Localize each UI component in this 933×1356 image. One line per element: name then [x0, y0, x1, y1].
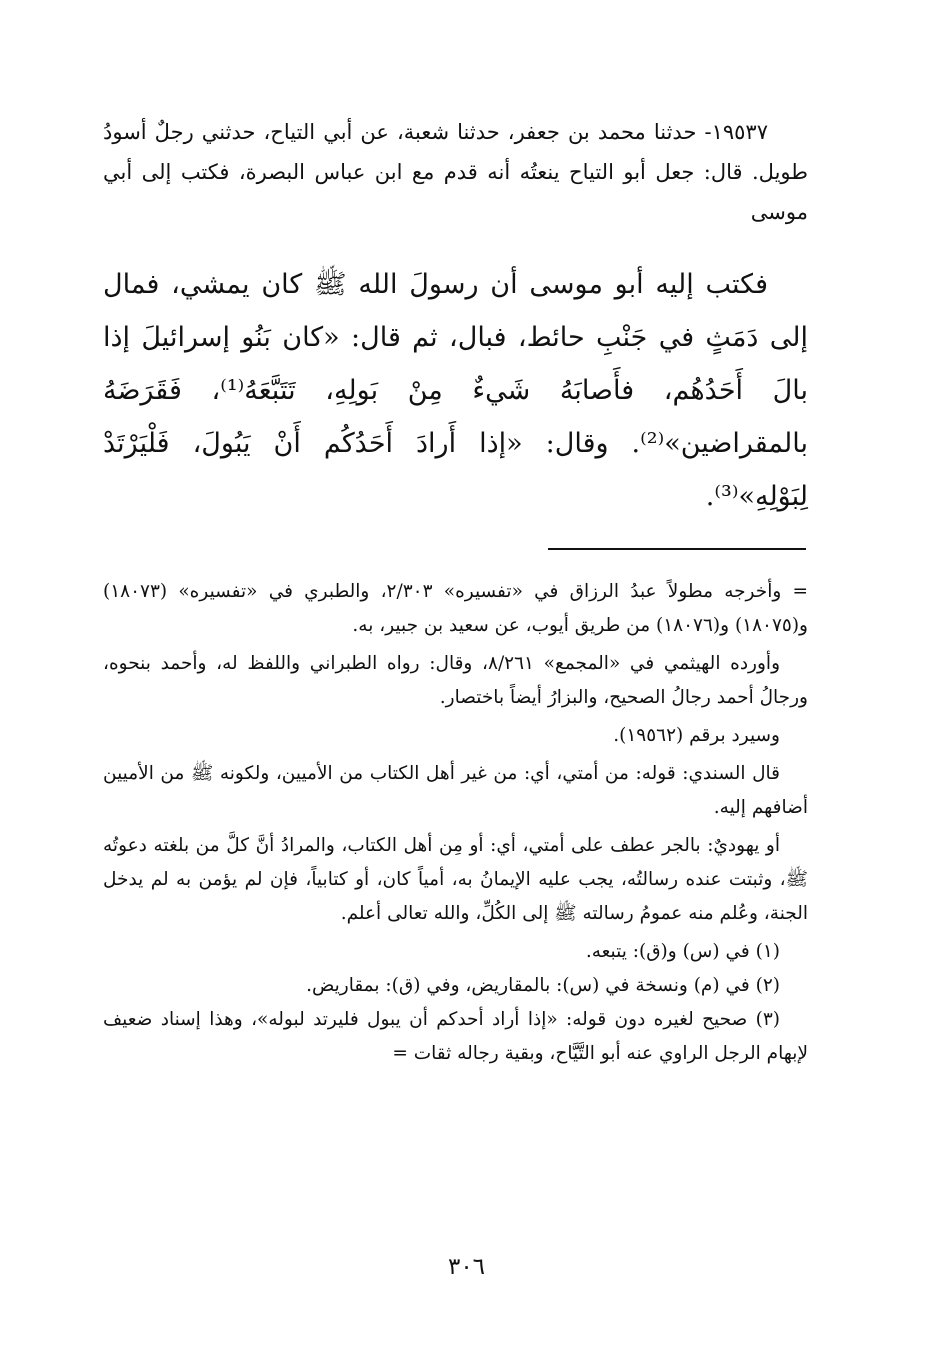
footnotes — [103, 575, 808, 1071]
footnote-separator — [548, 548, 806, 550]
hadith-matn-block — [103, 258, 808, 523]
page-number: ٣٠٦ — [447, 1254, 486, 1280]
hadith-isnad: ١٩٥٣٧- حدثنا محمد بن جعفر، حدثنا شعبة، عن أبي التياح، حدثني رجلٌ أسودُ طويل. قال: جعل أبو التياح ينعتُه أنه قدم مع ابن عباس البصرة، فكتب إلى أبي موسى — [103, 120, 808, 224]
footnote-continuation: = وأخرجه مطولاً عبدُ الرزاق في «تفسيره» ٢/٣٠٣، والطبري في «تفسيره» (١٨٠٧٣) و(١٨٠٧٥) و(١٨٠٧٦) من طريق أيوب، عن سعيد بن جبير، به. — [103, 581, 808, 636]
footnote-paragraph: وأورده الهيثمي في «المجمع» ٨/٢٦١، وقال: رواه الطبراني واللفظ له، وأحمد بنحوه، ورجالُ أحمد رجالُ الصحيح، والبزارُ أيضاً باختصار. — [103, 653, 808, 708]
footnote-item: (١) في (س) و(ق): يتبعه. — [585, 941, 780, 962]
footnote-item: (٢) في (م) ونسخة في (س): بالمقاريض، وفي (ق): بمقاريض. — [306, 975, 780, 996]
footnote-paragraph: أو يهوديٌ: بالجر عطف على أمتي، أي: أو مِن أهل الكتاب، والمرادُ أنَّ كلَّ من بلغته دعوتُه ﷺ، وثبتت عنده رسالتُه، يجب عليه الإيمانُ به، أمياً كان، أو كتابياً، فإن لم يؤمن به لم يدخل الجنة، وعُلم منه عمومُ رسالته ﷺ إلى الكُلِّ، والله تعالى أعلم. — [103, 835, 808, 924]
footnote-paragraph: قال السندي: قوله: من أمتي، أي: من غير أهل الكتاب من الأميين، ولكونه ﷺ من الأميين أضافهم إليه. — [103, 763, 808, 818]
hadith-matn: فكتب إليه أبو موسى أن رسولَ الله ﷺ كان يمشي، فمال إلى دَمَثٍ في جَنْبِ حائط، فبال، ثم قال: «كان بَنُو إسرائيلَ إذا بالَ أَحَدُهُم، فأَصابَهُ شَيءٌ مِنْ بَولِهِ، تَتَبَّعَهُ⁽¹⁾، فَقَرَضَهُ بالمقراضين»⁽²⁾. وقال: «إذا أَرادَ أَحَدُكُم أَنْ يَبُولَ، فَلْيَرْتَدْ لِبَوْلِهِ»⁽³⁾. — [103, 269, 809, 512]
footnote-paragraph: وسيرد برقم (١٩٥٦٢). — [613, 725, 780, 746]
footnote-item: (٣) صحيح لغيره دون قوله: «إذا أراد أحدكم أن يبول فليرتد لبوله»، وهذا إسناد ضعيف لإبهام الرجل الراوي عنه أبو التَّيَّاح، وبقية رجاله ثقات = — [103, 1009, 808, 1064]
hadith-isnad-block — [103, 112, 808, 232]
